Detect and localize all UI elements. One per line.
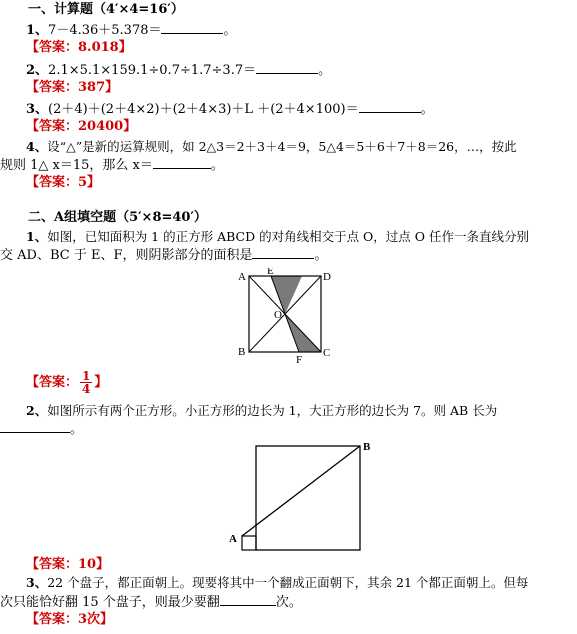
punct: 。 <box>223 23 237 38</box>
answer-2-3: 【答案：3次】 <box>26 612 114 627</box>
question-2-3-line1 <box>26 575 528 591</box>
square-diagram <box>232 268 340 364</box>
question-number: 2、 <box>26 63 49 78</box>
label-b: B <box>363 441 371 453</box>
large-square <box>256 446 360 550</box>
answer-2-1 <box>26 370 107 396</box>
answer-1-3: 【答案：20400】 <box>26 119 137 134</box>
question-2-3-line2 <box>0 593 302 611</box>
question-2-2-line2 <box>0 420 83 438</box>
answer-prefix: 【答案： <box>26 375 79 390</box>
question-text: 交 AD、BC 于 E、F，则阴影部分的面积是 <box>0 248 253 263</box>
answer-blank[interactable] <box>359 100 421 113</box>
question-1-3 <box>26 100 434 118</box>
answer-blank[interactable] <box>220 593 276 606</box>
answer-blank[interactable] <box>153 156 211 169</box>
answer-1-4: 【答案：5】 <box>26 175 101 190</box>
punct: 。 <box>318 63 332 78</box>
section1-title: 一、计算题（4′×4=16′） <box>28 2 184 17</box>
question-text: 次只能恰好翻 15 个盘子，则最少要翻 <box>0 595 220 610</box>
question-2-1-line1 <box>26 229 529 245</box>
label-a: A <box>238 271 246 283</box>
punct: 。 <box>210 158 224 173</box>
answer-blank[interactable] <box>256 61 318 74</box>
punct: 。 <box>70 422 84 437</box>
section2-title: 二、A组填空题（5′×8=40′） <box>28 210 207 225</box>
two-squares-diagram <box>222 438 382 556</box>
question-1-2 <box>26 61 331 79</box>
question-text: 规则 1△ x＝15，那么 x＝ <box>0 158 153 173</box>
answer-1-1: 【答案：8.018】 <box>26 40 132 55</box>
question-number: 2、 <box>26 403 48 418</box>
question-number: 3、 <box>26 102 49 117</box>
punct: 。 <box>314 248 328 263</box>
punct: 。 <box>420 102 434 117</box>
fraction-numerator: 1 <box>82 369 91 383</box>
question-number: 1、 <box>26 23 49 38</box>
question-text: 7－4.36＋5.378＝ <box>48 23 162 38</box>
label-f: F <box>296 354 303 364</box>
answer-suffix: 】 <box>94 375 108 390</box>
question-number: 1、 <box>26 229 48 244</box>
line-ab <box>242 446 360 536</box>
question-number: 4、 <box>26 139 48 154</box>
label-c: C <box>323 347 331 359</box>
question-1-4-line1 <box>26 139 517 155</box>
answer-blank[interactable] <box>252 246 314 259</box>
fraction-denominator: 4 <box>82 382 91 396</box>
answer-2-2: 【答案：10】 <box>26 557 110 572</box>
answer-blank[interactable] <box>161 21 223 34</box>
question-text: 设“△”是新的运算规则，如 2△3＝2＋3＋4＝9，5△4＝5＋6＋7＋8＝26，…，按此 <box>47 139 517 154</box>
question-number: 3、 <box>26 575 48 590</box>
question-text: 如图所示有两个正方形。小正方形的边长为 1，大正方形的边长为 7。则 AB 长为 <box>47 403 498 418</box>
question-1-1 <box>26 21 237 39</box>
question-2-1-line2 <box>0 246 327 264</box>
answer-1-2: 【答案：387】 <box>26 80 119 95</box>
label-e: E <box>267 268 274 277</box>
small-square <box>242 536 256 550</box>
question-1-4-line2 <box>0 156 224 174</box>
label-o: O <box>274 309 282 321</box>
question-2-2-line1 <box>26 403 497 419</box>
fraction <box>80 370 92 395</box>
answer-blank[interactable] <box>0 420 70 433</box>
label-a: A <box>229 533 237 545</box>
question-text: 22 个盘子，都正面朝上。现要将其中一个翻成正面朝下，其余 21 个都正面朝上。但每 <box>47 575 529 590</box>
question-text: (2＋4)＋(2＋4×2)＋(2＋4×3)＋L ＋(2＋4×100)＝ <box>48 102 359 117</box>
label-d: D <box>323 271 331 283</box>
punct: 次。 <box>275 595 302 610</box>
label-b: B <box>238 346 246 358</box>
question-text: 2.1×5.1×159.1÷0.7÷1.7÷3.7＝ <box>48 63 257 78</box>
question-text: 如图，已知面积为 1 的正方形 ABCD 的对角线相交于点 O，过点 O 任作一条直线分别 <box>47 229 529 244</box>
